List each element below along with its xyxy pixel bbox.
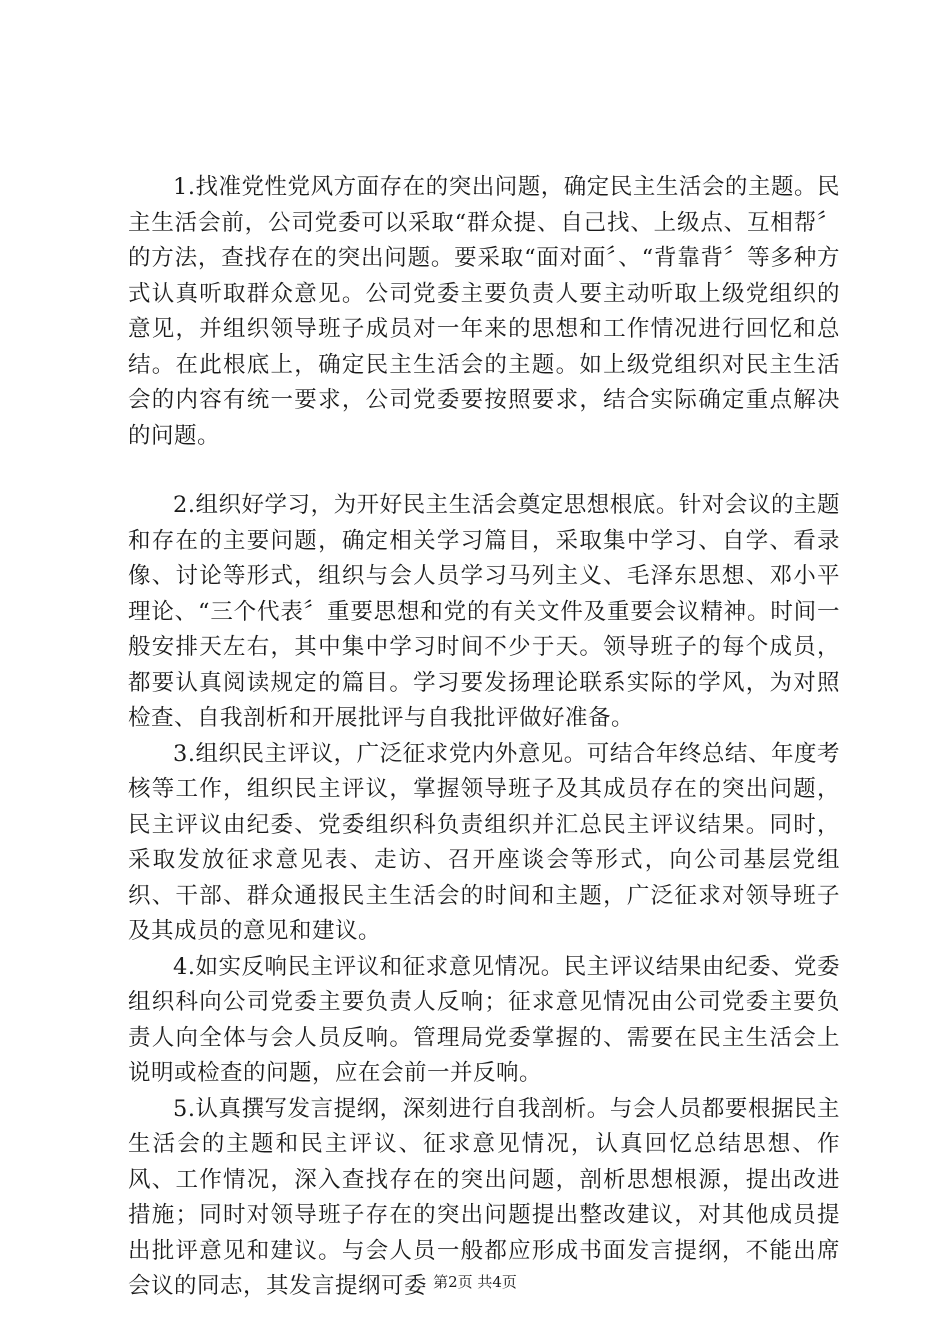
paragraph-4: 4.如实反响民主评议和征求意见情况。民主评议结果由纪委、党委组织科向公司党委主要负责人反响；征求意见情况由公司党委主要负责人向全体与会人员反响。管理局党委掌握的、需要在民主生活会上说明或检查的问题，应在会前一并反响。 bbox=[128, 953, 840, 1086]
page-number-footer: 第2页 共4页 bbox=[433, 1273, 517, 1291]
paragraph-5: 5.认真撰写发言提纲，深刻进行自我剖析。与会人员都要根据民主生活会的主题和民主评议、征求意见情况，认真回忆总结思想、作风、工作情况，深入查找存在的突出问题，剖析思想根源，提出改进措施；同时对领导班子存在的突出问题提出整改建议，对其他成员提出批评意见和建议。与会人员一般都应形成书面发言提纲，不能出席会议的同志，其发言提纲可委 bbox=[128, 1095, 840, 1299]
paragraph-3: 3.组织民主评议，广泛征求党内外意见。可结合年终总结、年度考核等工作，组织民主评议，掌握领导班子及其成员存在的突出问题，民主评议由纪委、党委组织科负责组织并汇总民主评议结果。同时，采取发放征求意见表、走访、召开座谈会等形式，向公司基层党组织、干部、群众通报民主生活会的时间和主题，广泛征求对领导班子及其成员的意见和建议。 bbox=[128, 740, 840, 944]
paragraph-1: 1.找准党性党风方面存在的突出问题，确定民主生活会的主题。民主生活会前，公司党委可以采取“群众提、自己找、上级点、互相帮〞的方法，查找存在的突出问题。要采取“面对面〞、“背靠背〞等多种方式认真听取群众意见。公司党委主要负责人要主动听取上级党组织的意见，并组织领导班子成员对一年来的思想和工作情况进行回忆和总结。在此根底上，确定民主生活会的主题。如上级党组织对民主生活会的内容有统一要求，公司党委要按照要求，结合实际确定重点解决的问题。 bbox=[128, 174, 840, 449]
paragraph-2: 2.组织好学习，为开好民主生活会奠定思想根底。针对会议的主题和存在的主要问题，确定相关学习篇目，采取集中学习、自学、看录像、讨论等形式，组织与会人员学习马列主义、毛泽东思想、邓小平理论、“三个代表〞重要思想和党的有关文件及重要会议精神。时间一般安排天左右，其中集中学习时间不少于天。领导班子的每个成员，都要认真阅读规定的篇目。学习要发扬理论联系实际的学风，为对照检查、自我剖析和开展批评与自我批评做好准备。 bbox=[128, 492, 840, 731]
document-body bbox=[128, 170, 840, 1305]
